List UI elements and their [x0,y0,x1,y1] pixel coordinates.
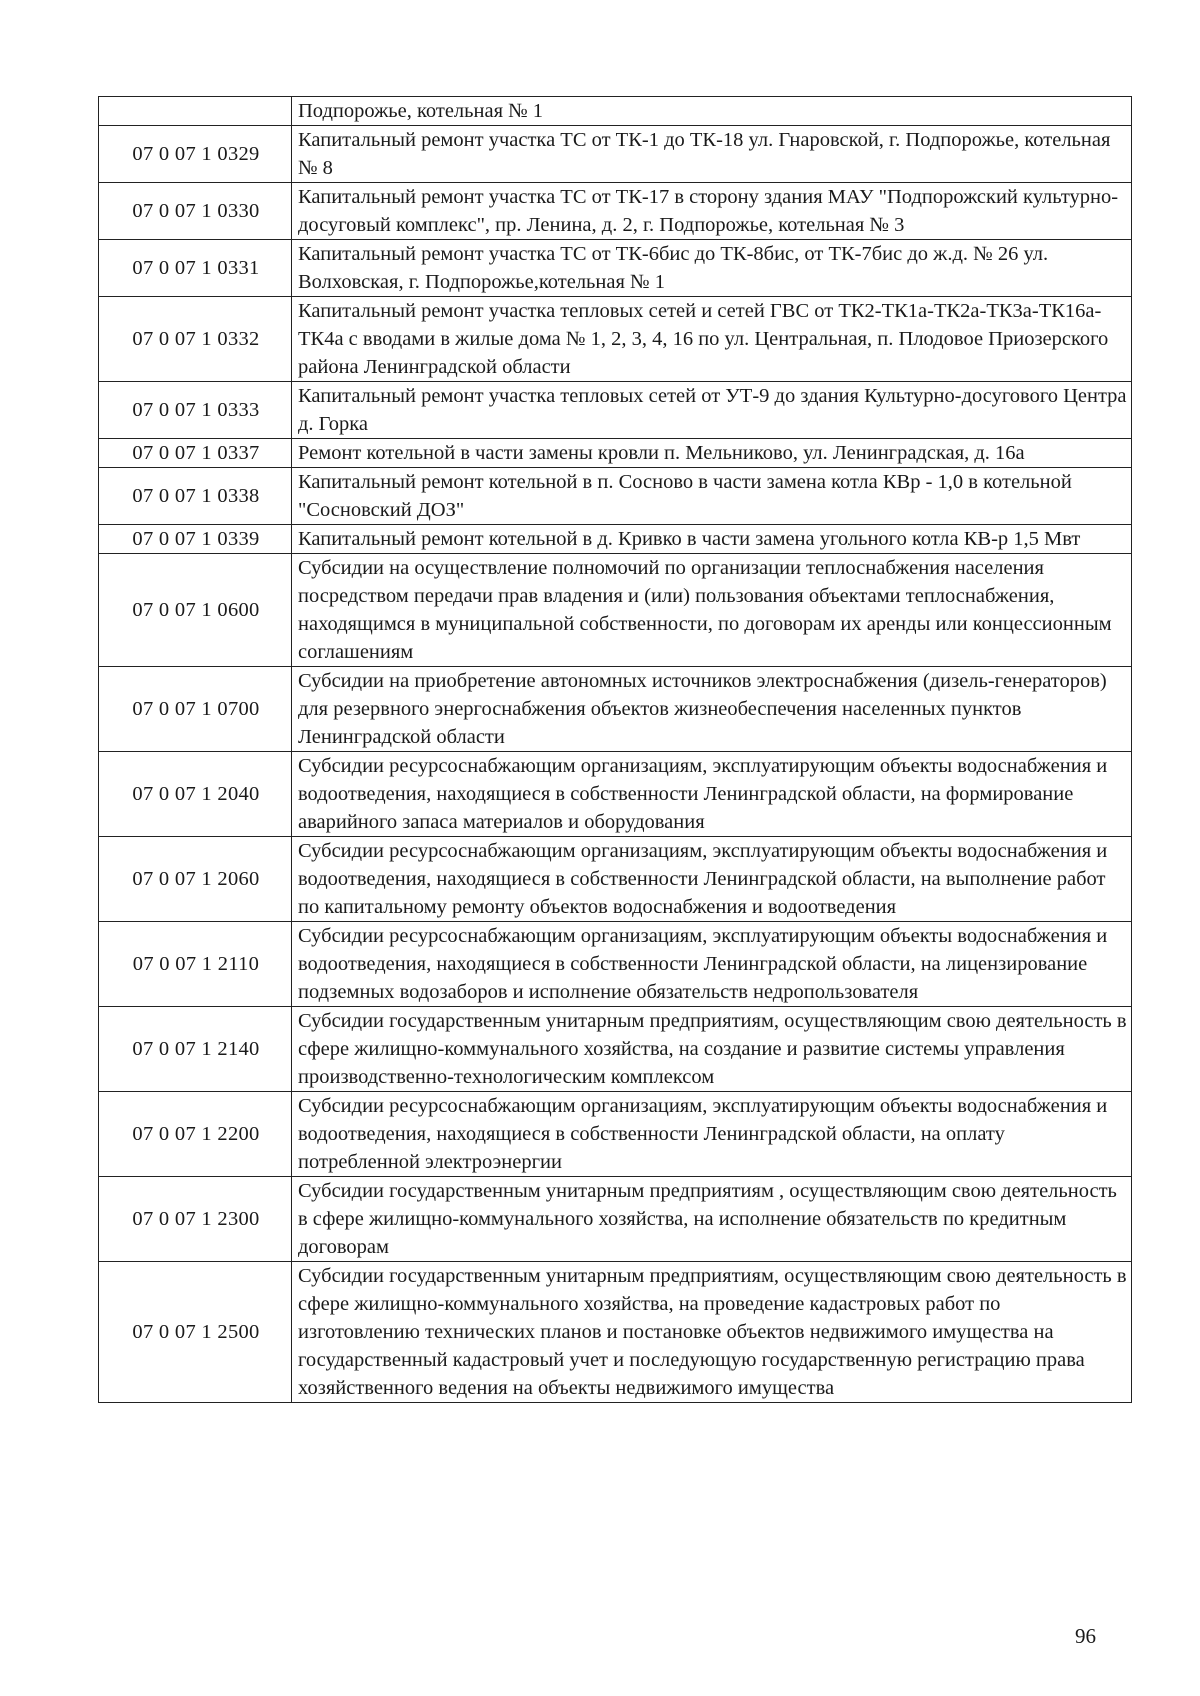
table-row [99,297,1132,382]
classification-code: 07 0 07 1 2110 [99,922,292,1007]
item-description: Субсидии государственным унитарным предприятиям, осуществляющим свою деятельность в сфере жилищно-коммунального хозяйства, на создание и развитие системы управления производственно-технологическим комплексом [292,1007,1132,1092]
table-row [99,183,1132,240]
table-row [99,922,1132,1007]
classification-code: 07 0 07 1 2140 [99,1007,292,1092]
item-description: Капитальный ремонт участка тепловых сетей и сетей ГВС от ТК2-ТК1а-ТК2а-ТК3а-ТК16а-ТК4а с вводами в жилые дома № 1, 2, 3, 4, 16 по ул. Центральная, п. Плодовое Приозерского района Ленинградской области [292,297,1132,382]
table-row [99,468,1132,525]
classification-code: 07 0 07 1 2200 [99,1092,292,1177]
table-row [99,126,1132,183]
item-description: Субсидии ресурсоснабжающим организациям, эксплуатирующим объекты водоснабжения и водоотведения, находящиеся в собственности Ленинградской области, на оплату потребленной электроэнергии [292,1092,1132,1177]
classification-code: 07 0 07 1 0329 [99,126,292,183]
table-row [99,525,1132,554]
table-row [99,1262,1132,1403]
classification-code: 07 0 07 1 0331 [99,240,292,297]
classification-code: 07 0 07 1 0700 [99,667,292,752]
table-row [99,667,1132,752]
classification-code: 07 0 07 1 0330 [99,183,292,240]
item-description: Субсидии государственным унитарным предприятиям, осуществляющим свою деятельность в сфере жилищно-коммунального хозяйства, на проведение кадастровых работ по изготовлению технических планов и постановке объектов недвижимого имущества на государственный кадастровый учет и последующую государственную регистрацию права хозяйственного ведения на объекты недвижимого имущества [292,1262,1132,1403]
item-description: Субсидии ресурсоснабжающим организациям, эксплуатирующим объекты водоснабжения и водоотведения, находящиеся в собственности Ленинградской области, на лицензирование подземных водозаборов и исполнение обязательств недропользователя [292,922,1132,1007]
table-row [99,97,1132,126]
classification-code [99,97,292,126]
item-description: Ремонт котельной в части замены кровли п. Мельниково, ул. Ленинградская, д. 16а [292,439,1132,468]
classification-code: 07 0 07 1 0337 [99,439,292,468]
item-description: Капитальный ремонт участка ТС от ТК-17 в сторону здания МАУ "Подпорожский культурно-досуговый комплекс", пр. Ленина, д. 2, г. Подпорожье, котельная № 3 [292,183,1132,240]
item-description: Субсидии государственным унитарным предприятиям , осуществляющим свою деятельность в сфере жилищно-коммунального хозяйства, на исполнение обязательств по кредитным договорам [292,1177,1132,1262]
item-description: Субсидии ресурсоснабжающим организациям, эксплуатирующим объекты водоснабжения и водоотведения, находящиеся в собственности Ленинградской области, на выполнение работ по капитальному ремонту объектов водоснабжения и водоотведения [292,837,1132,922]
table-row [99,752,1132,837]
item-description: Субсидии ресурсоснабжающим организациям, эксплуатирующим объекты водоснабжения и водоотведения, находящиеся в собственности Ленинградской области, на формирование аварийного запаса материалов и оборудования [292,752,1132,837]
item-description: Субсидии на осуществление полномочий по организации теплоснабжения населения посредством передачи прав владения и (или) пользования объектами теплоснабжения, находящимся в муниципальной собственности, по договорам их аренды или концессионным соглашениям [292,554,1132,667]
item-description: Капитальный ремонт котельной в п. Сосново в части замена котла КВр - 1,0 в котельной "Сосновский ДОЗ" [292,468,1132,525]
item-description: Подпорожье, котельная № 1 [292,97,1132,126]
classification-code: 07 0 07 1 0339 [99,525,292,554]
table-row [99,1092,1132,1177]
item-description: Субсидии на приобретение автономных источников электроснабжения (дизель-генераторов) для резервного энергоснабжения объектов жизнеобеспечения населенных пунктов Ленинградской области [292,667,1132,752]
classification-code: 07 0 07 1 2500 [99,1262,292,1403]
item-description: Капитальный ремонт участка тепловых сетей от УТ-9 до здания Культурно-досугового Центра д. Горка [292,382,1132,439]
table-row [99,1177,1132,1262]
classification-code: 07 0 07 1 2060 [99,837,292,922]
item-description: Капитальный ремонт участка ТС от ТК-1 до ТК-18 ул. Гнаровской, г. Подпорожье, котельная № 8 [292,126,1132,183]
table-row [99,1007,1132,1092]
table-row [99,837,1132,922]
classification-code: 07 0 07 1 0338 [99,468,292,525]
classification-code: 07 0 07 1 2040 [99,752,292,837]
table-row [99,382,1132,439]
table-body [99,97,1132,1403]
table-row [99,439,1132,468]
table-row [99,240,1132,297]
item-description: Капитальный ремонт котельной в д. Кривко в части замена угольного котла КВ-р 1,5 Мвт [292,525,1132,554]
classification-code: 07 0 07 1 2300 [99,1177,292,1262]
classification-code: 07 0 07 1 0332 [99,297,292,382]
classification-code: 07 0 07 1 0600 [99,554,292,667]
page-number: 96 [1075,1624,1096,1648]
table-row [99,554,1132,667]
budget-classification-table [98,96,1132,1403]
classification-code: 07 0 07 1 0333 [99,382,292,439]
item-description: Капитальный ремонт участка ТС от ТК-6бис до ТК-8бис, от ТК-7бис до ж.д. № 26 ул. Волховская, г. Подпорожье,котельная № 1 [292,240,1132,297]
